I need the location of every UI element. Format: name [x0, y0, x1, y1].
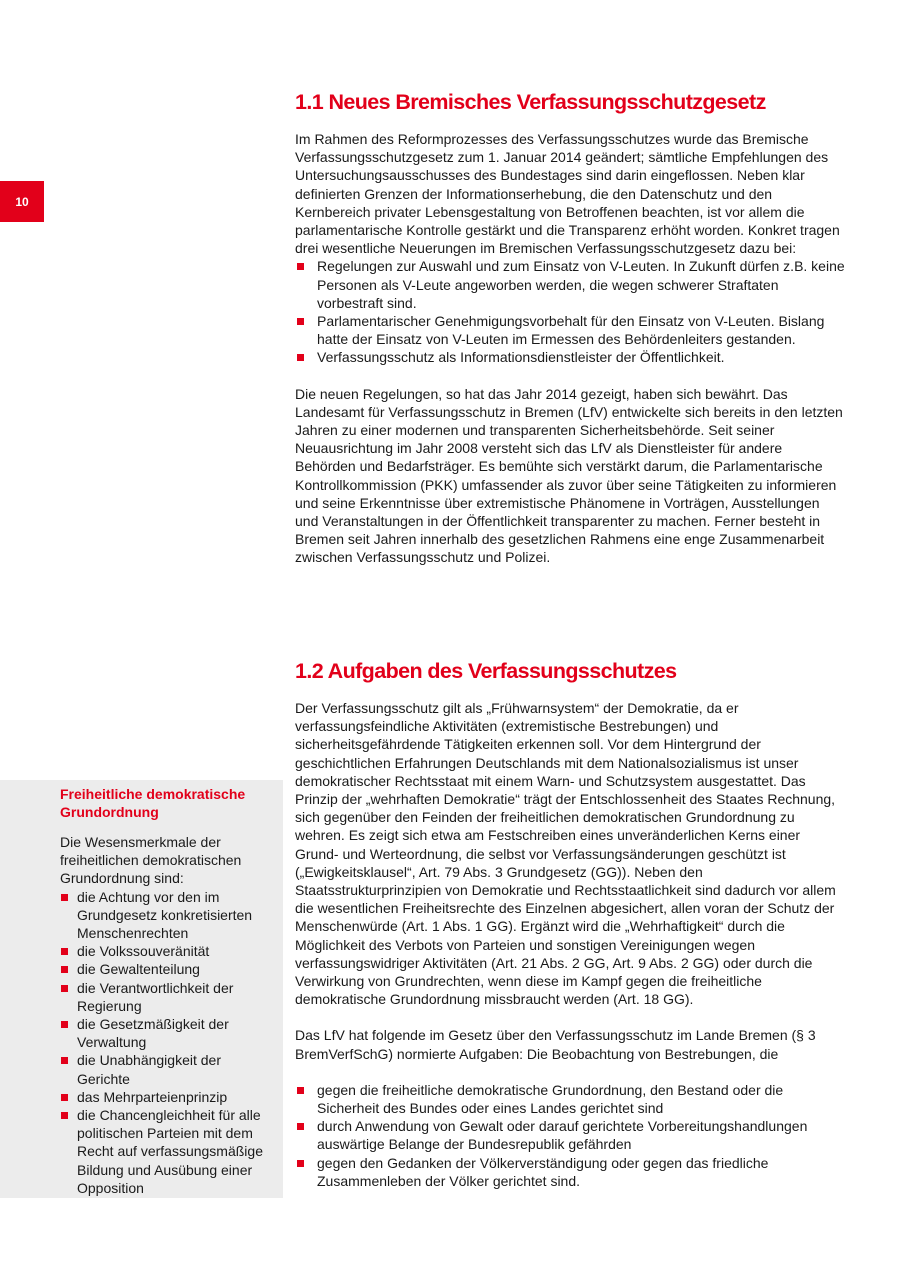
list-item-text: gegen die freiheitliche demokratische Grundordnung, den Bestand oder die Sicherheit des Bundes oder eines Landes gerichtet sind [317, 1081, 784, 1117]
list-item-text: die Unabhängigkeit der Gerichte [77, 1052, 221, 1087]
square-bullet-icon [61, 966, 68, 973]
section1-intro: Im Rahmen des Reformprozesses des Verfassungsschutzes wurde das Bremische Verfassungsschutzgesetz zum 1. Januar 2014 geändert; sämtliche Empfehlungen des Untersuchungsausschusses des Bundestages sind darin eingeflossen. Neben klar definierten Grenzen der Informationserhebung, die den Datenschutz und den Kernbereich privater Lebensgestaltung von Betroffenen beachten, ist vor allem die parlamentarische Kontrolle gestärkt und die Transparenz erhöht worden. Konkret tragen drei wesentliche Neuerungen im Bremischen Verfassungsschutzgesetz dazu bei: [295, 131, 840, 257]
paragraph-spacer [295, 1063, 845, 1081]
list-item [295, 257, 845, 312]
square-bullet-icon [61, 1057, 68, 1064]
list-item [60, 1088, 269, 1106]
square-bullet-icon [61, 985, 68, 992]
section1-bullet-list [295, 257, 845, 366]
section2-title: 1.2 Aufgaben des Verfassungsschutzes [295, 659, 677, 683]
list-item [60, 1015, 269, 1051]
sidebar-title: Freiheitliche demokratische Grundordnung [60, 786, 246, 820]
section2-paragraph2: Das LfV hat folgende im Gesetz über den Verfassungsschutz im Lande Bremen (§ 3 BremVerfSchG) normierte Aufgaben: Die Beobachtung von Bestrebungen, die [295, 1027, 816, 1062]
square-bullet-icon [61, 948, 68, 955]
list-item [295, 348, 845, 366]
section2-bullet-list [295, 1081, 845, 1190]
square-bullet-icon [297, 1160, 304, 1167]
square-bullet-icon [61, 1021, 68, 1028]
square-bullet-icon [61, 1112, 68, 1119]
sidebar-intro: Die Wesensmerkmale der freiheitlichen demokratischen Grundordnung sind: [60, 834, 242, 887]
list-item-text: gegen den Gedanken der Völkerverständigung oder gegen das friedliche Zusammenleben der Völker gerichtet sind. [317, 1154, 769, 1189]
list-item-text: die Volkssouveränität [77, 943, 210, 960]
sidebar-bullet-list [60, 888, 269, 1197]
paragraph-spacer [295, 367, 845, 385]
list-item-text: das Mehrparteienprinzip [77, 1088, 228, 1105]
list-item-text: die Verantwortlichkeit der Regierung [77, 979, 234, 1014]
list-item [60, 960, 269, 978]
list-item-text: durch Anwendung von Gewalt oder darauf gerichtete Vorbereitungshandlungen auswärtige Belange der Bundesrepublik gefährden [317, 1118, 808, 1153]
list-item-text: Verfassungsschutz als Informationsdienstleister der Öffentlichkeit. [317, 349, 725, 366]
section1-title: 1.1 Neues Bremisches Verfassungsschutzgesetz [295, 90, 766, 114]
square-bullet-icon [297, 354, 304, 361]
list-item [295, 312, 845, 348]
list-item [60, 1051, 269, 1087]
square-bullet-icon [297, 318, 304, 325]
list-item-text: die Gesetzmäßigkeit der Verwaltung [77, 1016, 229, 1051]
list-item [60, 979, 269, 1015]
list-item [295, 1154, 845, 1190]
list-item-text: Parlamentarischer Genehmigungsvorbehalt für den Einsatz von V-Leuten. Bislang hatte der Einsatz von V-Leuten im Ermessen des Behördenleiters gestanden. [317, 313, 825, 348]
sidebar-info-box [0, 780, 283, 1198]
square-bullet-icon [297, 263, 304, 270]
paragraph-spacer [295, 1008, 845, 1026]
page-number-tab [0, 181, 44, 222]
list-item-text: die Gewaltenteilung [77, 961, 200, 978]
list-item [60, 942, 269, 960]
square-bullet-icon [297, 1123, 304, 1130]
section2-paragraph1: Der Verfassungsschutz gilt als „Frühwarnsystem“ der Demokratie, da er verfassungsfeindliche Aktivitäten (extremistische Bestrebungen) und sicherheitsgefährdende Tätigkeiten erkennen soll. Vor dem Hintergrund der geschichtlichen Erfahrungen Deutschlands mit dem Nationalsozialismus ist unser demokratischer Rechtsstaat mit einem Warn- und Schutzsystem ausgestattet. Das Prinzip der „wehrhaften Demokratie“ trägt der Entschlossenheit des Staates Rechnung, sich gegenüber den Feinden der freiheitlichen demokratischen Grundordnung zu wehren. Es zeigt sich etwa am Festschreiben eines unveränderlichen Kerns einer Grund- und Werteordnung, die selbst vor Verfassungsänderungen geschützt ist („Ewigkeitsklausel“, Art. 79 Abs. 3 Grundgesetz (GG)). Neben den Staatsstrukturprinzipien von Demokratie und Rechtsstaatlichkeit sind dadurch vor allem die wesentlichen Freiheitsrechte des Einzelnen abgesichert, allen voran der Schutz der Menschenwürde (Art. 1 Abs. 1 GG). Ergänzt wird die „Wehrhaftigkeit“ durch die Möglichkeit des Verbots von Parteien und sonstigen Vereinigungen wegen verfassungswidriger Aktivitäten (Art. 21 Abs. 2 GG, Art. 9 Abs. 2 GG) oder durch die Verwirkung von Grundrechten, wenn diese im Kampf gegen die freiheitliche demokratische Grundordnung missbraucht werden (Art. 18 GG). [295, 700, 836, 1008]
section-new-law [295, 88, 845, 567]
square-bullet-icon [297, 1087, 304, 1094]
page-number: 10 [15, 194, 29, 209]
section-tasks [295, 657, 845, 1190]
section1-paragraph2: Die neuen Regelungen, so hat das Jahr 2014 gezeigt, haben sich bewährt. Das Landesamt für Verfassungsschutz in Bremen (LfV) entwickelte sich bereits in den letzten Jahren zu einer modernen und transparenten Sicherheitsbehörde. Seit seiner Neuausrichtung im Jahr 2008 versteht sich das LfV als Dienstleister für andere Behörden und Bedarfsträger. Es bemühte sich verstärkt darum, die Parlamentarische Kontrollkommission (PKK) umfassender als zuvor über seine Tätigkeiten zu informieren und seine Erkenntnisse über extremistische Phänomene in Vorträgen, Ausstellungen und Veranstaltungen in der Öffentlichkeit transparenter zu machen. Ferner besteht in Bremen seit Jahren innerhalb des gesetzlichen Rahmens eine enge Zusammenarbeit zwischen Verfassungsschutz und Polizei. [295, 385, 843, 566]
list-item [60, 888, 269, 943]
list-item [295, 1117, 845, 1153]
square-bullet-icon [61, 894, 68, 901]
list-item [60, 1106, 269, 1197]
list-item-text: die Achtung vor den im Grundgesetz konkretisierten Menschenrechten [77, 888, 253, 942]
list-item-text: die Chancengleichheit für alle politischen Parteien mit dem Recht auf verfassungsmäßige Bildung und Ausübung einer Opposition [77, 1107, 263, 1196]
list-item [295, 1081, 845, 1117]
list-item-text: Regelungen zur Auswahl und zum Einsatz von V-Leuten. In Zukunft dürfen z.B. keine Personen als V-Leute angeworben werden, die wegen schwerer Straftaten vorbestraft sind. [317, 258, 845, 311]
square-bullet-icon [61, 1094, 68, 1101]
